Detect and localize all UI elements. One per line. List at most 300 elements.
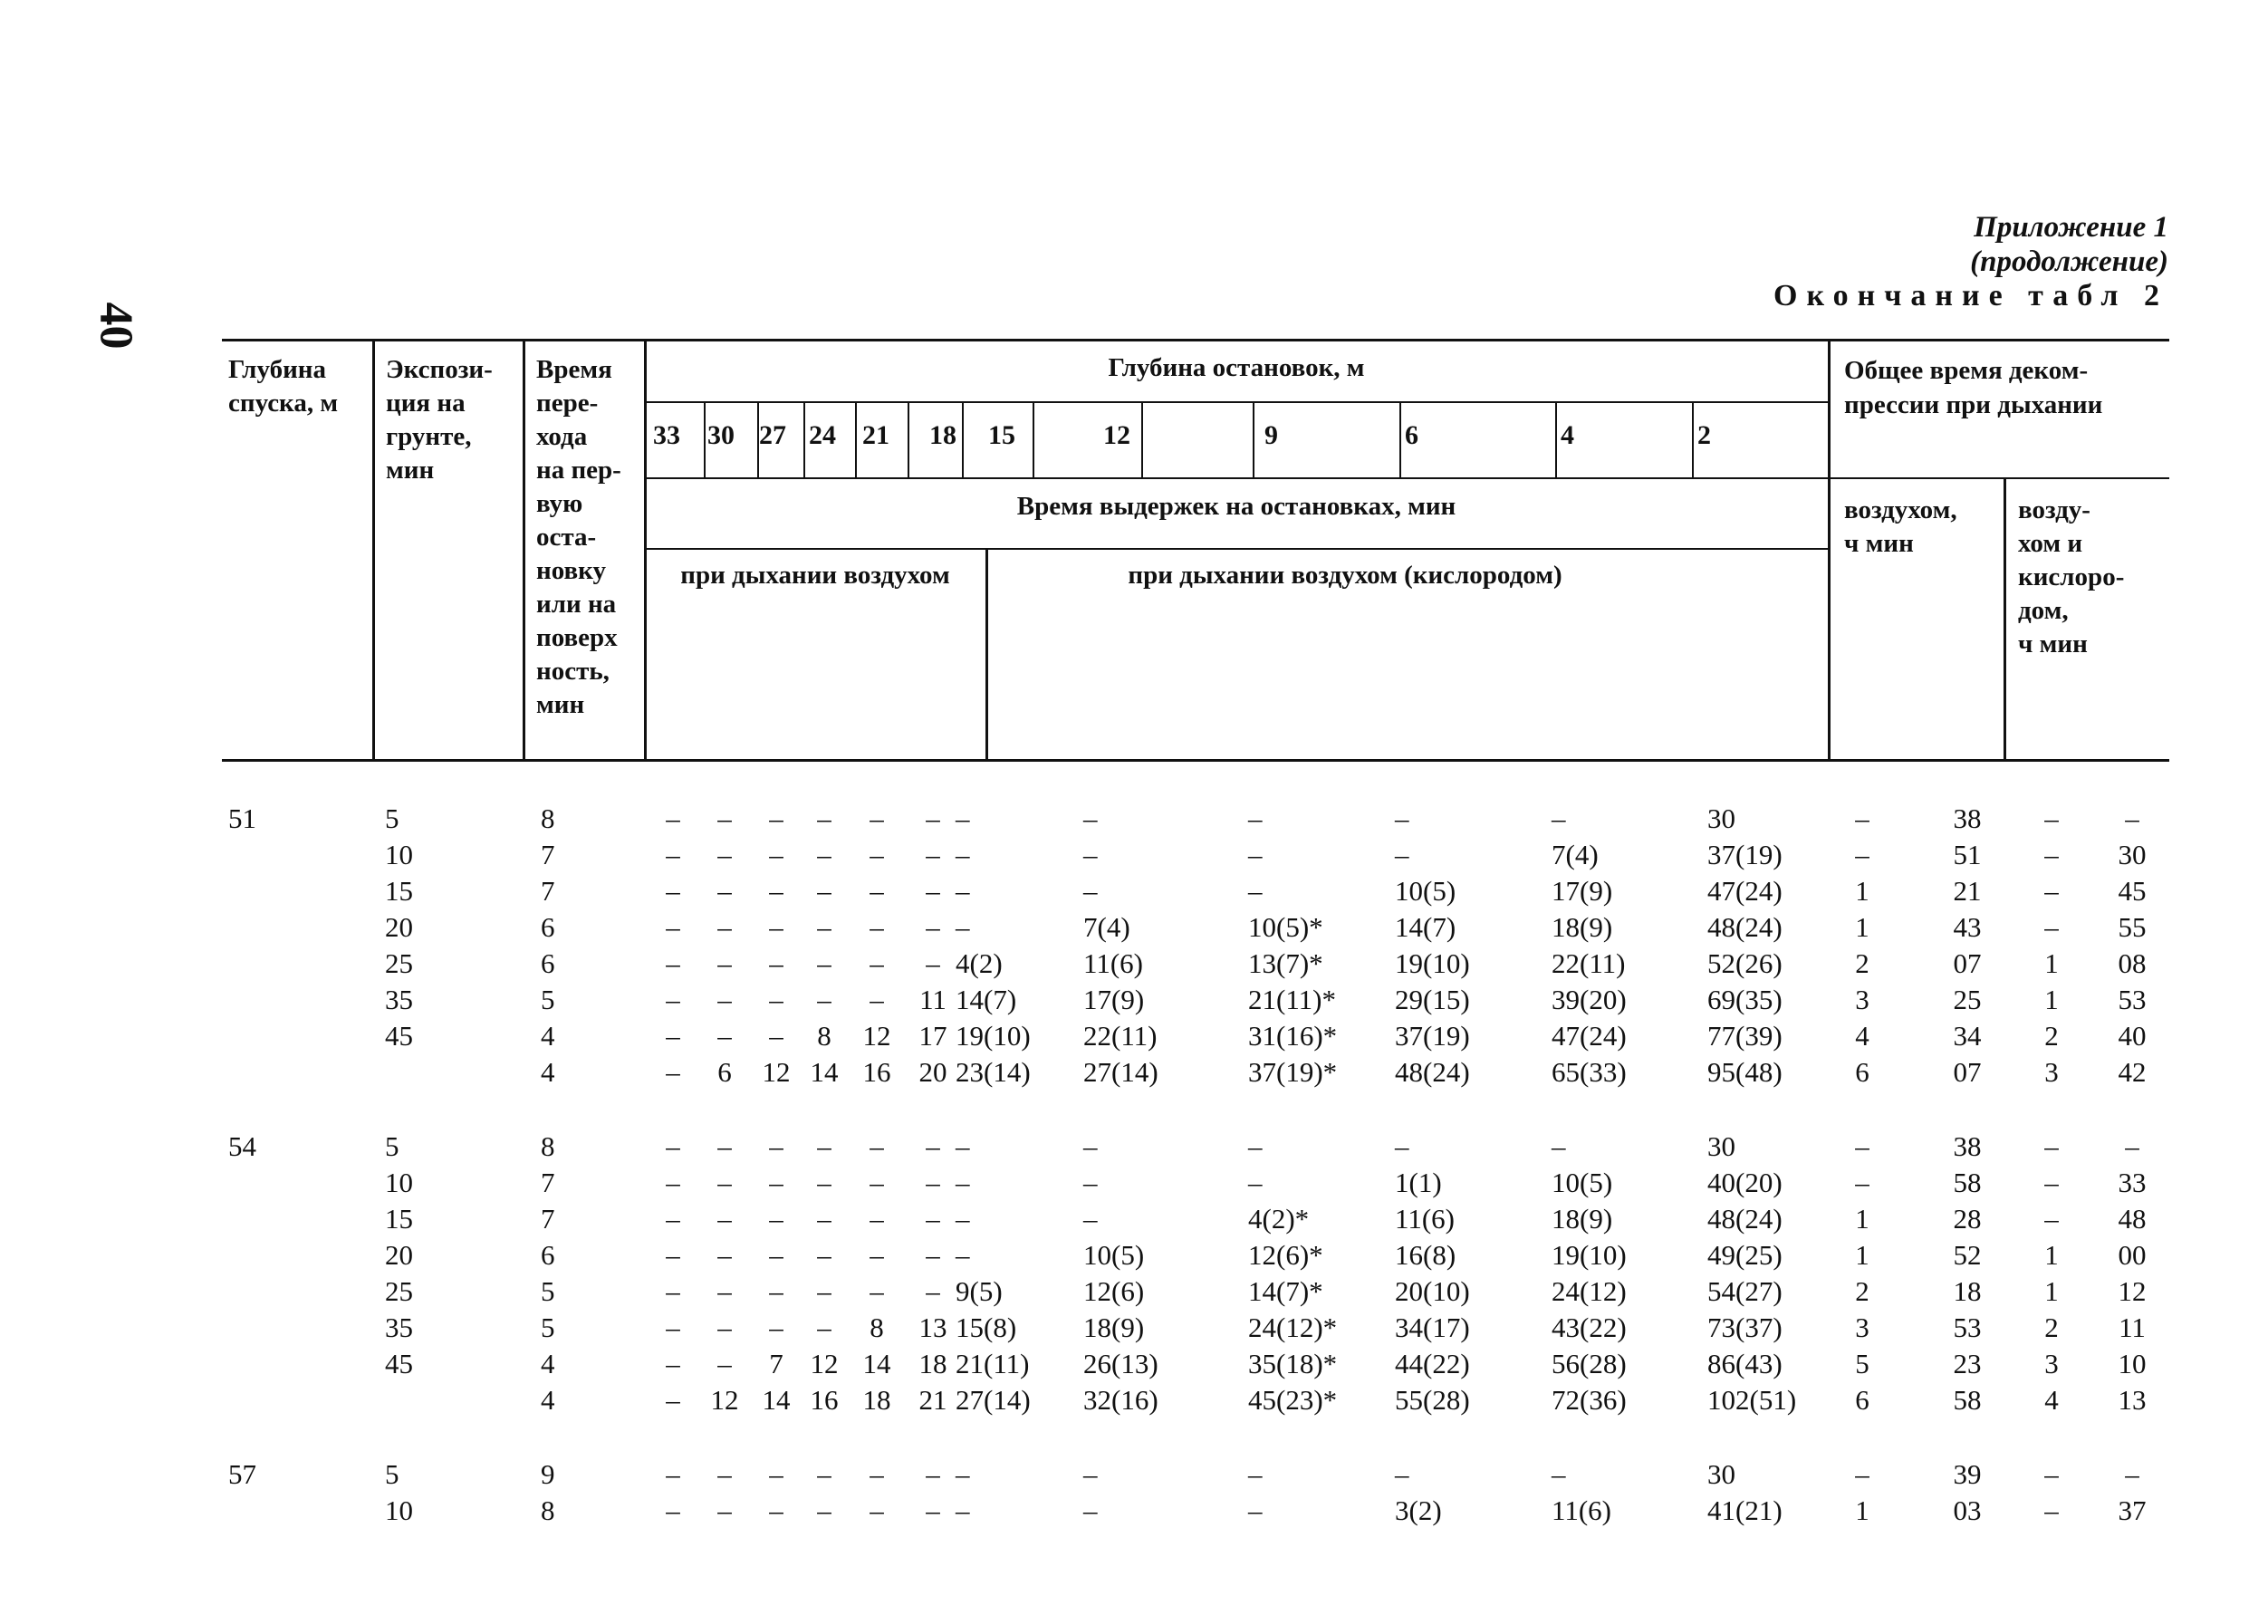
header-total-air-oxygen-line: кислоро- [2018,562,2125,591]
cell-stop-value: – [956,802,970,834]
cell-exposure: 10 [385,1167,413,1198]
cell-stop-value: – [666,875,680,907]
header-total-air-oxygen [2018,494,2124,661]
cell-exposure: 25 [385,1275,413,1307]
cell-stop-value: – [769,1020,783,1052]
cell-stop-value: – [956,839,970,870]
header-total-air-oxygen-line: дом, [2018,596,2069,625]
cell-total-air-m: 18 [1953,1275,1982,1307]
cell-exposure: 35 [385,984,413,1015]
cell-stop-value: – [666,1312,680,1343]
cell-stop-value: – [769,1275,783,1307]
cell-stop-value: 12(6) [1083,1275,1145,1307]
cell-stop-value: 47(24) [1552,1020,1627,1052]
stop-depth-21: 21 [862,420,889,450]
stop-depth-15: 15 [988,420,1015,450]
cell-stop-value: – [769,1312,783,1343]
cell-stop-value: – [666,802,680,834]
cell-total-air-h: 1 [1855,875,1869,907]
cell-total-oxy-h: 2 [2044,1020,2059,1052]
cell-total-oxy-h: 4 [2044,1384,2059,1416]
stop-depth-33: 33 [653,420,680,450]
cell-total-oxy-m: – [2125,1458,2139,1490]
cell-stop-value: – [817,1167,831,1198]
cell-total-air-m: 43 [1953,911,1982,943]
cell-stop-value: 16 [862,1056,891,1088]
cell-stop-value: 13(7)* [1248,947,1323,979]
table-header-bottom-rule [222,759,2169,762]
cell-total-oxy-m: 48 [2118,1203,2147,1235]
cell-stop-value: 102(51) [1707,1384,1797,1416]
cell-stop-value: 12 [862,1020,891,1052]
cell-stop-value: – [870,1494,884,1526]
header-air-oxygen: при дыхании воздухом (кислородом) [1128,561,1562,590]
header-transit-line: или на [536,590,617,619]
stop-col-divider [803,402,805,478]
cell-depth: 54 [228,1130,256,1162]
cell-stop-value: – [870,1275,884,1307]
cell-stop-value: – [870,802,884,834]
cell-total-air-m: 52 [1953,1239,1982,1271]
cell-total-oxy-m: 45 [2118,875,2147,907]
table-tail-label: Окончание табл 2 [1773,279,2168,312]
cell-stop-value: – [926,911,940,943]
cell-stop-value: – [817,1130,831,1162]
cell-stop-value: 14(7) [1395,911,1456,943]
cell-stop-value: – [666,1458,680,1490]
cell-total-oxy-m: 11 [2119,1312,2146,1343]
cell-stop-value: 17(9) [1083,984,1145,1015]
cell-stop-value: – [1083,1203,1098,1235]
cell-total-air-h: 1 [1855,1239,1869,1271]
cell-total-oxy-m: 40 [2118,1020,2147,1052]
cell-exposure: 25 [385,947,413,979]
cell-stop-value: 45(23)* [1248,1384,1338,1416]
cell-stop-value: 19(10) [1395,947,1470,979]
cell-stop-value: 22(11) [1552,947,1626,979]
cell-stop-value: – [666,1494,680,1526]
cell-stop-value: 37(19)* [1248,1056,1338,1088]
cell-total-oxy-m: 12 [2118,1275,2147,1307]
stop-col-divider [1033,402,1034,478]
cell-stop-value: – [870,1239,884,1271]
cell-stop-value: 12 [710,1384,739,1416]
cell-total-air-m: 07 [1953,947,1982,979]
cell-stop-value: – [1395,802,1409,834]
cell-total-air-m: 28 [1953,1203,1982,1235]
cell-stop-value: 41(21) [1707,1494,1783,1526]
cell-stop-value: 30 [1707,1130,1735,1162]
cell-total-oxy-h: – [2044,1167,2059,1198]
cell-exposure: 35 [385,1312,413,1343]
cell-stop-value: – [817,839,831,870]
header-transit-line: хода [536,422,588,451]
cell-exposure: 10 [385,839,413,870]
cell-stop-value: – [870,911,884,943]
cell-stop-value: 23(14) [956,1056,1031,1088]
cell-transit: 9 [541,1458,555,1490]
header-transit-line: поверх [536,623,618,652]
col-divider-4 [1828,341,1831,760]
appendix-line-1: Приложение 1 [1974,211,2168,244]
cell-stop-value: – [717,1167,732,1198]
cell-stop-value: – [956,1458,970,1490]
cell-total-air-h: – [1855,1458,1869,1490]
cell-total-oxy-h: 3 [2044,1056,2059,1088]
cell-stop-value: 8 [870,1312,884,1343]
cell-stop-value: – [717,1494,732,1526]
cell-stop-value: – [870,947,884,979]
cell-stop-value: 18(9) [1083,1312,1145,1343]
cell-stop-value: – [717,1348,732,1379]
cell-total-air-h: 3 [1855,1312,1869,1343]
cell-stop-value: – [926,1130,940,1162]
cell-total-air-m: 23 [1953,1348,1982,1379]
cell-transit: 5 [541,984,555,1015]
cell-stop-value: – [666,839,680,870]
cell-stop-value: – [666,1167,680,1198]
cell-transit: 5 [541,1312,555,1343]
cell-total-air-h: – [1855,802,1869,834]
cell-transit: 5 [541,1275,555,1307]
cell-stop-value: – [1083,1494,1098,1526]
table-top-rule [222,339,2169,341]
cell-stop-value: – [926,802,940,834]
cell-stop-value: 39(20) [1552,984,1627,1015]
stop-depth-6: 6 [1405,420,1418,450]
cell-exposure: 5 [385,1130,399,1162]
cell-stop-value: 77(39) [1707,1020,1783,1052]
cell-total-air-h: 1 [1855,1494,1869,1526]
cell-stop-value: – [1552,1130,1566,1162]
cell-total-air-h: 4 [1855,1020,1869,1052]
cell-stop-value: – [870,839,884,870]
cell-total-oxy-h: – [2044,1458,2059,1490]
cell-stop-value: – [926,1458,940,1490]
cell-stop-value: – [817,984,831,1015]
cell-stop-value: 10(5)* [1248,911,1323,943]
header-depth-line: спуска, м [228,389,339,418]
header-stops-depth: Глубина остановок, м [1108,353,1365,382]
stop-col-divider [1692,402,1694,478]
subgroup-rule [646,548,1830,550]
header-total-air-oxygen-line: ч мин [2018,629,2088,658]
cell-total-oxy-m: 33 [2118,1167,2147,1198]
header-total-air-line: ч мин [1844,529,1914,558]
cell-transit: 8 [541,1130,555,1162]
cell-stop-value: – [717,839,732,870]
cell-total-air-h: – [1855,839,1869,870]
cell-stop-value: – [769,1203,783,1235]
cell-stop-value: 72(36) [1552,1384,1627,1416]
cell-stop-value: – [926,839,940,870]
cell-stop-value: – [817,1239,831,1271]
cell-stop-value: 40(20) [1707,1167,1783,1198]
cell-stop-value: – [926,1275,940,1307]
cell-stop-value: – [1395,839,1409,870]
cell-stop-value: 32(16) [1083,1384,1158,1416]
cell-total-oxy-m: – [2125,1130,2139,1162]
cell-stop-value: – [1552,1458,1566,1490]
cell-total-air-m: 38 [1953,802,1982,834]
cell-stop-value: 3(2) [1395,1494,1442,1526]
cell-stop-value: 95(48) [1707,1056,1783,1088]
cell-stop-value: 86(43) [1707,1348,1783,1379]
cell-stop-value: – [769,1130,783,1162]
cell-stop-value: – [1083,802,1098,834]
cell-total-oxy-h: – [2044,911,2059,943]
cell-stop-value: 73(37) [1707,1312,1783,1343]
cell-stop-value: 48(24) [1707,911,1783,943]
cell-total-oxy-m: 55 [2118,911,2147,943]
cell-stop-value: 14 [810,1056,839,1088]
stops-bottom-rule [646,477,2169,479]
cell-total-oxy-m: 53 [2118,984,2147,1015]
cell-total-oxy-m: – [2125,802,2139,834]
cell-total-air-m: 51 [1953,839,1982,870]
header-exposure-line: грунте, [386,422,472,451]
cell-stop-value: 65(33) [1552,1056,1627,1088]
header-total-line: прессии при дыхании [1844,390,2103,419]
stop-depth-27: 27 [759,420,786,450]
cell-stop-value: 7(4) [1552,839,1599,870]
cell-stop-value: – [956,1130,970,1162]
stop-col-divider [855,402,857,478]
cell-transit: 8 [541,1494,555,1526]
cell-total-oxy-h: – [2044,875,2059,907]
cell-total-air-m: 53 [1953,1312,1982,1343]
cell-stop-value: – [717,1130,732,1162]
header-depth-line: Глубина [228,355,326,384]
cell-total-air-h: 2 [1855,1275,1869,1307]
cell-total-oxy-h: 3 [2044,1348,2059,1379]
header-total-line: Общее время деком- [1844,356,2089,385]
stop-depth-24: 24 [809,420,836,450]
cell-stop-value: 27(14) [956,1384,1031,1416]
stop-col-divider [1141,402,1143,478]
cell-transit: 6 [541,1239,555,1271]
cell-stop-value: 4(2) [956,947,1003,979]
cell-exposure: 20 [385,1239,413,1271]
header-total-air-oxygen-line: хом и [2018,529,2083,558]
cell-stop-value: – [956,875,970,907]
cell-stop-value: – [1083,1458,1098,1490]
cell-stop-value: – [769,802,783,834]
header-transit-line: ность, [536,657,610,686]
cell-total-air-h: 2 [1855,947,1869,979]
col-divider-2 [523,341,525,760]
cell-stop-value: – [1395,1130,1409,1162]
cell-stop-value: 30 [1707,802,1735,834]
cell-total-oxy-m: 08 [2118,947,2147,979]
cell-transit: 6 [541,911,555,943]
stops-top-rule [646,401,1830,403]
cell-transit: 7 [541,839,555,870]
cell-stop-value: 20 [918,1056,947,1088]
cell-stop-value: – [717,1239,732,1271]
cell-total-air-m: 25 [1953,984,1982,1015]
cell-stop-value: – [717,1312,732,1343]
cell-stop-value: – [870,1167,884,1198]
cell-stop-value: 15(8) [956,1312,1017,1343]
cell-transit: 4 [541,1056,555,1088]
cell-stop-value: 19(10) [1552,1239,1627,1271]
cell-stop-value: – [717,1458,732,1490]
cell-total-oxy-h: 1 [2044,984,2059,1015]
cell-stop-value: – [956,911,970,943]
cell-stop-value: 11(6) [1083,947,1143,979]
cell-exposure: 45 [385,1348,413,1379]
stop-col-divider [908,402,909,478]
cell-stop-value: – [926,1167,940,1198]
header-exposure-line: ция на [386,389,466,418]
cell-stop-value: 52(26) [1707,947,1783,979]
cell-stop-value: – [1083,1130,1098,1162]
cell-total-oxy-h: – [2044,1130,2059,1162]
cell-depth: 51 [228,802,256,834]
cell-total-air-h: 5 [1855,1348,1869,1379]
cell-stop-value: – [1083,1167,1098,1198]
cell-stop-value: 14 [862,1348,891,1379]
appendix-label [1970,210,2168,279]
cell-stop-value: 8 [817,1020,831,1052]
cell-depth: 57 [228,1458,256,1490]
cell-total-oxy-m: 30 [2118,839,2147,870]
cell-stop-value: – [666,1348,680,1379]
cell-transit: 7 [541,1167,555,1198]
cell-stop-value: 47(24) [1707,875,1783,907]
cell-total-oxy-m: 37 [2118,1494,2147,1526]
cell-stop-value: – [1248,1494,1263,1526]
header-transit-line: новку [536,556,606,585]
cell-stop-value: 17 [918,1020,947,1052]
header-total [1844,353,2102,422]
cell-stop-value: – [666,911,680,943]
cell-total-air-h: 1 [1855,911,1869,943]
cell-total-oxy-h: 2 [2044,1312,2059,1343]
header-exposure-line: Экспози- [386,355,493,384]
cell-stop-value: 11 [919,984,947,1015]
cell-stop-value: 18(9) [1552,1203,1613,1235]
cell-stop-value: 9(5) [956,1275,1003,1307]
cell-stop-value: – [1248,1130,1263,1162]
cell-stop-value: 34(17) [1395,1312,1470,1343]
cell-exposure: 20 [385,911,413,943]
cell-stop-value: – [717,1275,732,1307]
cell-total-air-h: 6 [1855,1384,1869,1416]
cell-total-air-m: 21 [1953,875,1982,907]
cell-stop-value: – [717,802,732,834]
cell-stop-value: – [817,947,831,979]
cell-total-air-h: 1 [1855,1203,1869,1235]
stop-col-divider [962,402,964,478]
cell-stop-value: – [817,1458,831,1490]
cell-stop-value: – [926,875,940,907]
cell-stop-value: 12 [810,1348,839,1379]
cell-total-air-h: – [1855,1167,1869,1198]
cell-transit: 4 [541,1020,555,1052]
stop-depth-9: 9 [1264,420,1278,450]
cell-exposure: 5 [385,1458,399,1490]
cell-stop-value: 14 [762,1384,791,1416]
cell-stop-value: – [769,1458,783,1490]
cell-stop-value: 14(7) [956,984,1017,1015]
cell-total-air-h: 3 [1855,984,1869,1015]
cell-stop-value: – [769,947,783,979]
cell-stop-value: 29(15) [1395,984,1470,1015]
cell-stop-value: 4(2)* [1248,1203,1310,1235]
cell-total-air-m: 07 [1953,1056,1982,1088]
cell-stop-value: – [1248,1458,1263,1490]
cell-stop-value: 55(28) [1395,1384,1470,1416]
cell-stop-value: – [666,1275,680,1307]
stop-col-divider [1253,402,1254,478]
cell-stop-value: – [1248,802,1263,834]
cell-total-air-m: 03 [1953,1494,1982,1526]
cell-stop-value: – [956,1167,970,1198]
cell-stop-value: – [1248,875,1263,907]
cell-stop-value: 21(11)* [1248,984,1336,1015]
stop-col-divider [1399,402,1401,478]
cell-stop-value: – [956,1239,970,1271]
cell-stop-value: – [956,1203,970,1235]
cell-stop-value: – [1248,839,1263,870]
cell-stop-value: 48(24) [1395,1056,1470,1088]
cell-exposure: 15 [385,875,413,907]
header-transit [536,353,621,722]
cell-stop-value: – [926,1203,940,1235]
cell-stop-value: – [926,947,940,979]
page-number: 40 [90,302,142,350]
cell-stop-value: 24(12) [1552,1275,1627,1307]
cell-stop-value: 10(5) [1395,875,1456,907]
cell-stop-value: 1(1) [1395,1167,1442,1198]
cell-exposure: 5 [385,802,399,834]
cell-stop-value: 54(27) [1707,1275,1783,1307]
cell-stop-value: – [769,839,783,870]
cell-total-air-m: 38 [1953,1130,1982,1162]
cell-stop-value: – [870,875,884,907]
cell-stop-value: 12 [762,1056,791,1088]
cell-total-air-m: 34 [1953,1020,1982,1052]
cell-total-air-h: 6 [1855,1056,1869,1088]
cell-stop-value: 17(9) [1552,875,1613,907]
cell-transit: 4 [541,1348,555,1379]
cell-stop-value: 30 [1707,1458,1735,1490]
header-transit-line: оста- [536,523,597,552]
cell-stop-value: – [817,875,831,907]
cell-stop-value: – [666,1020,680,1052]
cell-total-air-m: 39 [1953,1458,1982,1490]
cell-stop-value: – [926,1494,940,1526]
cell-total-oxy-h: – [2044,839,2059,870]
cell-stop-value: 19(10) [956,1020,1031,1052]
cell-total-oxy-h: – [2044,1203,2059,1235]
cell-stop-value: 7 [769,1348,783,1379]
cell-stop-value: 37(19) [1395,1020,1470,1052]
col-divider-total [2004,479,2006,760]
header-hold-times: Время выдержек на остановках, мин [1016,492,1456,521]
cell-stop-value: – [717,911,732,943]
cell-stop-value: 7(4) [1083,911,1130,943]
cell-stop-value: 10(5) [1083,1239,1145,1271]
stop-depth-30: 30 [707,420,735,450]
stop-depth-2: 2 [1697,420,1711,450]
cell-stop-value: – [666,947,680,979]
cell-stop-value: – [717,875,732,907]
cell-stop-value: 48(24) [1707,1203,1783,1235]
cell-stop-value: – [870,1130,884,1162]
